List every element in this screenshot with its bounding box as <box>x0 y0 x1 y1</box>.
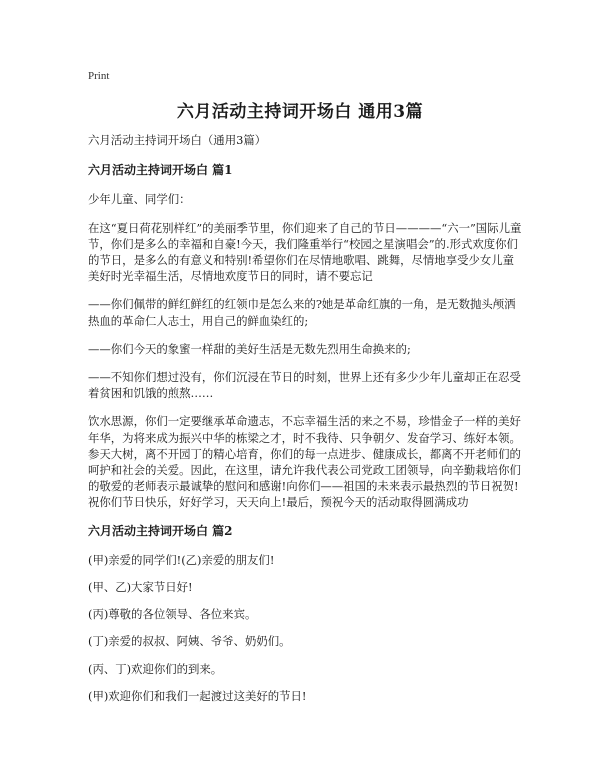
section-2-line: (甲)亲爱的同学们!(乙)亲爱的朋友们! <box>88 552 275 567</box>
document-body <box>88 132 522 715</box>
section-2-heading: 六月活动主持词开场白 篇2 <box>88 523 233 538</box>
section-1-paragraph: ——你们佩带的鲜红鲜红的红领巾是怎么来的?她是革命红旗的一角，是无数抛头颅洒热血的革命仁人志士，用自己的鲜血染红的; <box>88 297 516 328</box>
section-2-line: (丙、丁)欢迎你们的到来。 <box>88 661 223 676</box>
section-2-line: (甲、乙)大家节日好! <box>88 580 193 595</box>
section-1-paragraph: ——你们今天的象蜜一样甜的美好生活是无数先烈用生命换来的; <box>88 341 411 356</box>
section-2-line: (丁)亲爱的叔叔、阿姨、爷爷、奶奶们。 <box>88 634 291 649</box>
section-2-line: (甲)欢迎你们和我们一起渡过这美好的节日! <box>88 688 307 703</box>
section-1-paragraph: 饮水思源，你们一定要继承革命遗志，不忘幸福生活的来之不易，珍惜金子一样的美好年华，为将来成为振兴中华的栋梁之才，时不我待、只争朝夕、发奋学习、练好本领。参天大树，离不开园丁的精心培育，你们的每一点进步、健康成长，都离不开老师们的呵护和社会的关爱。因此，在这里，请允许我代表公司党政工团领导，向辛勤栽培你们的敬爱的老师表示最诚挚的慰问和感谢!向你们——祖国的未来表示最热烈的节日祝贺!祝你们节日快乐，好好学习，天天向上!最后，预祝今天的活动取得圆满成功 <box>88 414 521 510</box>
section-1-paragraph: ——不知你们想过没有，你们沉浸在节日的时刻，世界上还有多少少年儿童却正在忍受着贫困和饥饿的煎熬…… <box>88 370 521 401</box>
document-title: 六月活动主持词开场白 通用3篇 <box>176 102 424 122</box>
print-label[interactable]: Print <box>88 70 110 82</box>
document-subtitle: 六月活动主持词开场白（通用3篇） <box>88 133 267 147</box>
section-1-paragraph: 在这“夏日荷花别样红”的美丽季节里，你们迎来了自己的节日————“六一”国际儿童节，你们是多么的幸福和自豪!今天，我们隆重举行“校园之星演唱会”的.形式欢度你们的节日，是多么的有意义和特别!希望你们在尽情地歌唱、跳舞，尽情地享受少女儿童美好时光幸福生活，尽情地欢度节日的同时，请不要忘记 <box>88 220 522 284</box>
section-1-heading: 六月活动主持词开场白 篇1 <box>88 163 233 178</box>
section-2-line: (丙)尊敬的各位领导、各位来宾。 <box>88 607 257 622</box>
section-1-paragraph: 少年儿童、同学们： <box>88 192 191 207</box>
